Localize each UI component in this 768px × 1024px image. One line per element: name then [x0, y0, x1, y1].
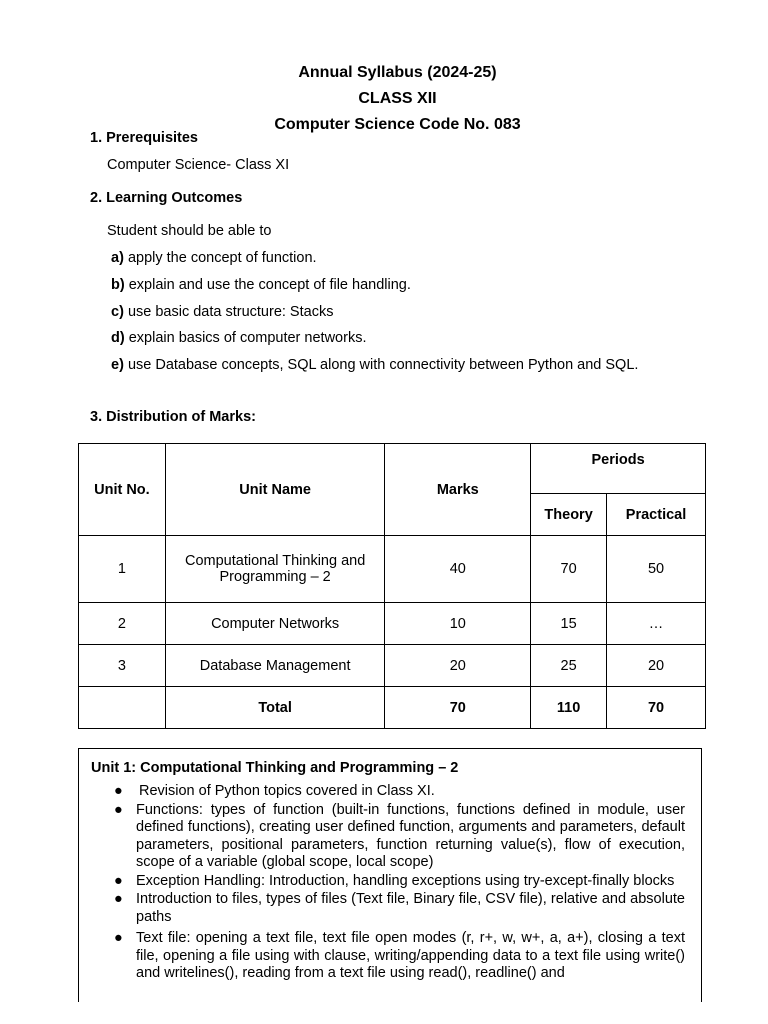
outcomes-intro: Student should be able to [107, 223, 272, 239]
bullet-icon: ● [114, 801, 123, 818]
practical-cell: 20 [607, 645, 706, 687]
total-theory: 110 [531, 687, 607, 729]
marks-cell: 10 [385, 603, 531, 645]
total-label: Total [165, 687, 385, 729]
unit-name-cell: Computer Networks [165, 603, 385, 645]
outcome-letter: e) [111, 357, 124, 373]
bullet-icon: ● [114, 783, 123, 799]
subject-code: Computer Science Code No. 083 [274, 116, 521, 133]
prerequisites-heading: 1. Prerequisites [90, 130, 198, 146]
bullet-icon: ● [114, 872, 123, 889]
marks-cell: 20 [385, 645, 531, 687]
practical-cell: 50 [607, 536, 706, 603]
document-title: Annual Syllabus (2024-25) [298, 64, 497, 81]
outcome-letter: a) [111, 250, 124, 266]
outcome-letter: b) [111, 277, 125, 293]
table-row [79, 603, 706, 645]
outcome-item [111, 250, 317, 266]
header-marks: Marks [385, 444, 531, 536]
unit-no-cell: 2 [79, 603, 166, 645]
prerequisites-text: Computer Science- Class XI [107, 157, 290, 173]
total-empty-cell [79, 687, 166, 729]
header-practical: Practical [607, 494, 706, 536]
list-item: ● Exception Handling: Introduction, handling exceptions using try-except-finally blocks [114, 872, 675, 889]
list-item: ● Revision of Python topics covered in Class XI. [114, 783, 435, 799]
practical-cell: … [607, 603, 706, 645]
learning-outcomes-heading: 2. Learning Outcomes [90, 190, 243, 206]
distribution-heading: 3. Distribution of Marks: [90, 409, 256, 425]
total-row [79, 687, 706, 729]
theory-cell: 70 [531, 536, 607, 603]
theory-cell: 15 [531, 603, 607, 645]
bullet-icon: ● [114, 891, 123, 907]
unit-name-cell: Computational Thinking and Programming – 2 [165, 536, 385, 603]
outcome-item [111, 304, 333, 320]
header-unit-no: Unit No. [79, 444, 166, 536]
class-label: CLASS XII [358, 90, 437, 107]
marks-cell: 40 [385, 536, 531, 603]
outcome-text: explain basics of computer networks. [128, 330, 367, 346]
theory-cell: 25 [531, 645, 607, 687]
outcome-text: use Database concepts, SQL along with connectivity between Python and SQL. [127, 357, 639, 373]
unit-name-cell: Database Management [165, 645, 385, 687]
list-item: ● Functions: types of function (built-in functions, functions defined in module, user defined functions), creating user defined function, arguments and parameters, default parameters, positional parameters, function returning value(s), flow of execution, scope of a variable (global scope, local scope) [114, 801, 685, 870]
header-periods: Periods [531, 444, 706, 494]
header-theory: Theory [531, 494, 607, 536]
outcome-text: explain and use the concept of file handling. [128, 277, 411, 293]
total-practical: 70 [607, 687, 706, 729]
outcome-letter: d) [111, 330, 125, 346]
unit1-topic-list [79, 783, 702, 984]
outcome-text: use basic data structure: Stacks [127, 304, 334, 320]
outcome-item [111, 277, 411, 293]
marks-distribution-table [78, 443, 706, 729]
header-unit-name: Unit Name [165, 444, 385, 536]
unit-no-cell: 1 [79, 536, 166, 603]
table-row [79, 536, 706, 603]
outcome-letter: c) [111, 304, 124, 320]
total-marks: 70 [385, 687, 531, 729]
bullet-icon: ● [114, 930, 123, 946]
list-item: ● Text file: opening a text file, text file open modes (r, r+, w, w+, a, a+), closing a text file, opening a file using with clause, writing/appending data to a text file using write() and writelines(), reading from a text file using read(), readline() and [114, 930, 685, 981]
unit-no-cell: 3 [79, 645, 166, 687]
unit1-heading: Unit 1: Computational Thinking and Programming – 2 [91, 760, 459, 776]
unit1-content-box [78, 748, 702, 1002]
table-row [79, 645, 706, 687]
outcome-text: apply the concept of function. [127, 250, 317, 266]
outcome-item [111, 357, 638, 373]
outcome-item [111, 330, 366, 346]
list-item: ● Introduction to files, types of files (Text file, Binary file, CSV file), relative and absolute paths [114, 891, 685, 925]
